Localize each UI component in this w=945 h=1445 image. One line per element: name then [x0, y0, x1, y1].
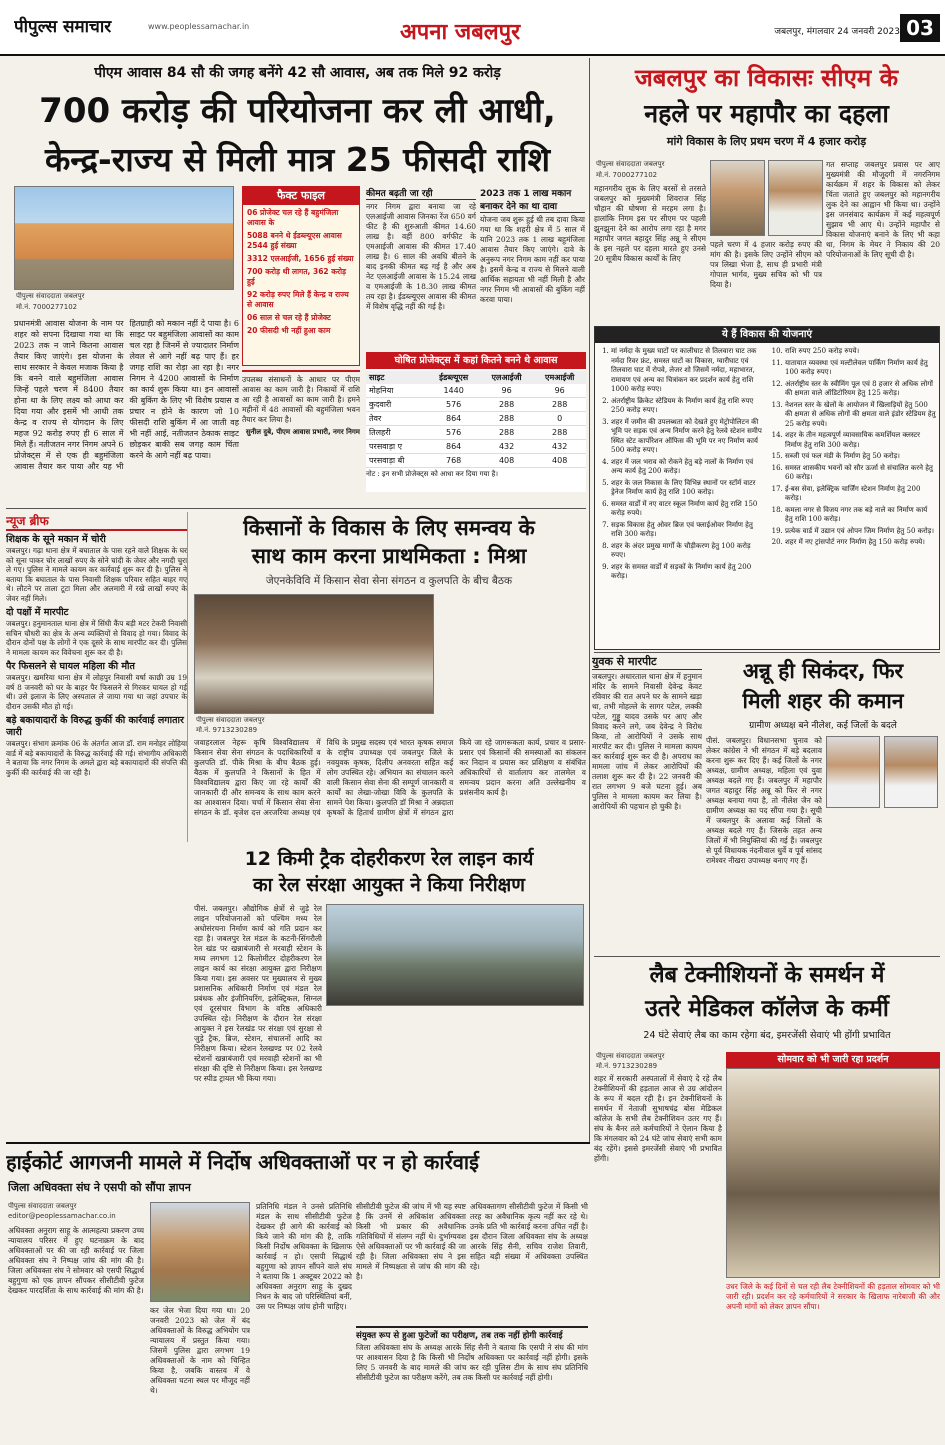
- yuvak-story: [592, 654, 702, 954]
- hc-col-5: कर जेल भेजा दिया गया था। 20 जनवरी 2023 को जेल में बंद अधिवक्ताओं के विरुद्ध अभियोग पत्र न्यायालय में प्रस्तुत किया गया। जिसमें पुलिस द्वारा लगभग 19 अधिवक्ताओं के नाम को चिन्हित किया है, जबकि वास्तव में वे अधिवक्ता घटना स्थल पर मौजूद नहीं थे।: [150, 1306, 250, 1395]
- brief-item: [6, 715, 187, 777]
- factfile-item: 92 करोड़ रुपए मिले हैं केन्द्र व राज्य से आवास: [247, 290, 349, 309]
- lab-headline-1: लैब टेक्नीशियनों के समर्थन में: [649, 963, 885, 988]
- table-row: [366, 412, 586, 426]
- brief-item: [6, 661, 187, 711]
- brief-body: जबलपुर। खमरिया थाना क्षेत्र में लोहपुर निवासी वर्षा काछी उम्र 19 वर्ष 8 जनवरी को घर के बाहर पैर फिसलने से गिरकर घायल हो गई थी। उसे इलाज के लिए अस्पताल ले जाया गया था जहां उपचार के दौरान उसकी मौत हो गई।: [6, 673, 187, 711]
- brief-title: बड़े बकायादारों के विरुद्ध कुर्की की कार्रवाई लगातार जारी: [6, 715, 184, 738]
- table-cell: 288: [480, 412, 534, 426]
- hc-headline: हाईकोर्ट आगजनी मामले में निर्दोष अधिवक्ताओं पर न हो कार्रवाई: [6, 1150, 479, 1174]
- hc-email[interactable]: editor@peoplessamachar.co.in: [8, 1212, 116, 1220]
- table-cell: परसवाड़ा बी: [366, 454, 427, 468]
- news-brief-label: न्यूज ब्रीफ: [6, 512, 187, 531]
- annu-photo: [826, 736, 880, 808]
- scheme-item: 7. सड़क विकास हेतु ओवर ब्रिज एवं फ्लाईओवर निर्माण हेतु राशि 300 करोड़।: [611, 521, 765, 540]
- hc-col-3: सीसीटीवी फुटेज की जांच में भी यह स्पष्ट है कि उनमें से अधिकांश अधिवक्ता किसी भी प्रकार की अवैधानिक गतिविधियों में संलग्न नहीं थे। दुर्भाग्यवश ऐसे अधिवक्ताओं पर भी कार्रवाई की जा रही है। जिला अधिवक्ता संघ ने इस मामले में निष्पक्षता से जांच की मांग की है।: [356, 1202, 466, 1281]
- table-cell: 576: [427, 426, 479, 440]
- yuvak-body: जबलपुर। अधारताल थाना क्षेत्र में हनुमान मंदिर के सामने निवासी देवेन्द्र केवट रविवार की रात अपने घर के सामने खड़ा था, तभी मोहल्ले के सागर पटेल, लक्की पटेल, गुड्डू यादव उसके घर आए और विवाद करने लगे, जब देवेन्द्र ने विरोध किया, तो आरोपियों ने उसके साथ मारपीट कर दी। पुलिस ने मामला कायम कर कार्रवाई शुरू कर दी है। अपराध का मामला जांच में लेकर आरोपियों की तलाश शुरू कर दी है। 22 जनवरी की रात लगभग 9 बजे घटना हुई। अब पुलिस ने मामला कायम कर लिया है। आरोपियों की पहचान हो चुकी है।: [592, 672, 702, 811]
- kisan-headline-1: किसानों के विकास के लिए समन्वय के: [243, 516, 535, 540]
- mayor-photo: [768, 160, 823, 236]
- factfile-item: 06 साल से चल रहे हैं प्रोजेक्ट: [247, 313, 331, 322]
- kisan-headline-2: साथ काम करना प्राथमिकता : मिश्रा: [251, 544, 527, 568]
- schemes-box: [594, 326, 940, 650]
- brief-title: शिक्षक के सूने मकान में चोरी: [6, 534, 106, 545]
- table-row: [366, 426, 586, 440]
- brief-body: जबलपुर। गढ़ा थाना क्षेत्र में बघाताल के पास रहने वाले शिक्षक के घर को सूना पाकर चोर लाखों रुपए के सोने चांदी के जेवर और नगदी चुरा ले गए। पुलिस ने मामले कायम कर कार्रवाई शुरू कर दी है। पुलिस ने बताया कि बघाताल के पास निवासी शिक्षक परिवार सहित बाहर गए थे। लौटने पर ताला टूटा मिला और अलमारी में रखे लाखों रुपए के जेवर नहीं मिले।: [6, 546, 187, 603]
- lab-headline-2: उतरे मेडिकल कॉलेज के कर्मी: [645, 996, 889, 1022]
- lead-body: प्रधानमंत्री आवास योजना के नाम पर शहर को सपना दिखाया गया था कि 2023 तक न जाने कितना आवास तैयार किए जाएंगे। इस योजना के साथ सरकार ने केवल मजाक किया है कि बनने वाले बहुमंजिला आवास जिन्हें पहले चरण में 8400 तैयार होना था के लिए लक्ष्य को आधा कर दिया गया और इसमें भी आधी तक केन्द्र व राज्य से योगदान के लिए महज 92 करोड़ रुपए ही 6 साल में मिले हैं। नतीजतन नगर निगम अपने 6 प्रोजेक्ट्स में से एक ही बहुमंजिला आवास तैयार कर पाया और यह भी हितग्राही को मकान नहीं दे पाया है। 6 साइट पर बहुमंजिला आवासों का काम चल रहा है जिनमें से ज्यादातर निर्माण लेवल से आगे नहीं बढ़ पाए हैं। हर जगह राशि का रोड़ा आ रहा है। नगर निगम ने 4200 आवासों के निर्माण का कार्य शुरू किया था। इन आवासों की बुकिंग के लिए भी विशेष प्रयास व प्रचार न होने के कारण जो 10 फीसदी राशि बुकिंग में आ जाती वह भी नहीं आई, नतीजतन ठेकाक साइट छोड़कर बाकी सब जगह काम चिंता करने के आगे नहीं बढ़ पाया।: [14, 319, 239, 471]
- site-url[interactable]: www.peoplessamachar.in: [148, 22, 250, 31]
- table-cell: 408: [480, 454, 534, 468]
- scheme-item: 13. नेशनल स्तर के खेलों के आयोजन में खिलाड़ियों हेतु 500 की क्षमता से अधिक लोगों की क्षमता वाले इंडोर स्टेडियम हेतु 25 करोड़ रुपये।: [785, 401, 937, 430]
- news-brief-column: [6, 512, 188, 842]
- factfile-list: [243, 205, 359, 342]
- yuvak-title: युवक से मारपीट: [592, 654, 702, 670]
- hc-box-body: जिला अधिवक्ता संघ के अध्यक्ष आरके सिंह सैनी ने बताया कि एसपी ने संघ की मांग पर आश्वासन दिया है कि किसी भी निर्दोष अधिवक्ता पर कार्रवाई नहीं होगी। इसके लिए 5 जनवरी के बाद मामले की जांच कर रही पुलिस टीम के साथ संघ प्रतिनिधि सीसीटीवी फुटेज का परीक्षण करेंगे, तब तक किसी पर कार्रवाई नहीं होगी।: [356, 1343, 588, 1382]
- table-cell: 288: [533, 398, 586, 412]
- hc-sub: जिला अधिवक्ता संघ ने एसपी को सौंपा ज्ञापन: [8, 1181, 191, 1194]
- table-row: [366, 440, 586, 454]
- rail-body: पीसं. जबलपुर। औद्योगिक क्षेत्रों से जुड़े रेल लाइन परियोजनाओं को पश्चिम मध्य रेल अधोसंरचना निर्माण कार्य को गति प्रदान कर रहा है। जबलपुर रेल मंडल के कटनी-सिंगरौली रेल खंड पर खन्नाबंजारी से मरवाही स्टेशन के मध्य लगभग 12 किलोमीटर दोहरीकरण रेल लाइन कार्य का संरक्षा आयुक्त द्वारा निरीक्षण किया गया। इस अवसर पर मुख्यालय से मुख्य प्रशासनिक अधिकारी निर्माण एवं मंडल रेल प्रबंधक और इंजीनियरिंग, इलेक्ट्रिकल, सिग्नल एवं दूरसंचार विभाग के वरिष्ठ अधिकारी उपस्थित रहे। निरीक्षण के दौरान रेल संरक्षा आयुक्त ने इस रेलखंड पर संरक्षा एवं सुरक्षा से जुड़े ट्रैक, ब्रिज, स्टेशन, संचालनों आदि का निरीक्षण किया। स्टेशन रेलखण्ड पर 02 रेलवे स्टेशनों खन्नाबंजारी एवं मरवाही स्टेशनों का भी संरक्षा की दृष्टि से निरीक्षण किया। इस रेलखण्ड पर स्पीड ट्रायल भी किया गया।: [194, 904, 322, 1083]
- quote-attribution: सुनील दुबे, पीएम आवास प्रभारी, नगर निगम: [245, 428, 360, 436]
- scheme-item: 19. प्रत्येक वार्ड में उद्यान एवं ओपन जिम निर्माण हेतु 50 करोड़।: [785, 527, 937, 537]
- price-box-title: कीमत बढ़ती जा रही: [366, 186, 476, 200]
- table-cell: तेवर: [366, 412, 427, 426]
- table-header-row: [366, 371, 586, 384]
- kisan-byline: पीपुल्स संवाददाता जबलपुर: [196, 716, 265, 724]
- brief-body: जबलपुर। संभाग क्रमांक 06 के अंतर्गत आज डॉ. राम मनोहर लोहिया वार्ड में बड़े बकायादारों के विरुद्ध कार्रवाई की गई। संभागीय अधिकारी ने बताया कि नगर निगम के अमले द्वारा बड़े बकायादारों की संपत्ति की कुर्की की कार्रवाई की जा रही है।: [6, 739, 187, 777]
- vikas-sub: मांगे विकास के लिए प्रथम चरण में 4 हजार करोड़: [666, 135, 867, 148]
- table-cell: 0: [533, 412, 586, 426]
- rail-photo: [326, 904, 584, 1006]
- brief-item: [6, 534, 187, 603]
- claim-box: [480, 186, 585, 346]
- divider: [6, 1142, 590, 1144]
- claim-box-title: 2023 तक 1 लाख मकान बनाकर देने का था दावा: [480, 186, 585, 213]
- schemes-title: ये हैं विकास की योजनाएं: [595, 327, 939, 343]
- page-number: 03: [900, 14, 940, 42]
- meeting-photo: [194, 594, 434, 714]
- table-cell: तिलहरी: [366, 426, 427, 440]
- brief-title: पैर फिसलने से घायल महिला की मौत: [6, 661, 135, 672]
- scheme-item: 18. कमला नगर से विजय नगर तक बड़े नाले का निर्माण कार्य हेतु राशि 100 करोड़।: [785, 506, 937, 525]
- vikas-byline: पीपुल्स संवाददाता जबलपुर: [596, 160, 665, 168]
- claim-box-body: योजना जब शुरू हुई थी तब दावा किया गया था कि शहरी क्षेत्र में 5 साल में यानि 2023 तक 1 लाख बहुमंजिला आवास तैयार किए जाएंगे। दावे के अनुरूप नगर निगम काम नहीं कर पाया है। इसमें केन्द्र व राज्य से मिलने वाली आर्थिक सहायता भी नहीं मिली है और नगर निगम भी आवासों की बुकिंग नहीं करवा पाया।: [480, 215, 585, 304]
- nilesh-photo: [884, 736, 938, 808]
- scheme-item: 10. राशि रुपए 250 करोड़ रुपये।: [785, 347, 937, 357]
- rail-headline-1: 12 किमी ट्रैक दोहरीकरण रेल लाइन कार्य: [244, 848, 534, 870]
- table-note: नोट : इन सभी प्रोजेक्ट्स को आधा कर दिया गया है।: [366, 470, 498, 478]
- scheme-item: 8. शहर के अंदर प्रमुख मार्गों के चौड़ीकरण हेतु 100 करोड़ रुपए।: [611, 542, 765, 561]
- vikas-mobile: मो.नं. 7000277102: [596, 171, 658, 179]
- table-cell: 288: [480, 426, 534, 440]
- news-brief-list: [6, 534, 187, 777]
- lab-photo-label: सोमवार को भी जारी रहा प्रदर्शन: [726, 1052, 940, 1068]
- table-row: [366, 384, 586, 398]
- factfile-item: 700 करोड़ थी लागत, 362 करोड़ हुई: [247, 267, 347, 286]
- lead-headline-1: 700 करोड़ की परियोजना कर ली आधी,: [39, 91, 556, 131]
- factfile-title: फैक्ट फाइल: [243, 187, 359, 205]
- table-cell: 288: [533, 426, 586, 440]
- table-cell: 864: [427, 412, 479, 426]
- scheme-item: 2. अंतर्राष्ट्रीय क्रिकेट स्टेडियम के निर्माण कार्य हेतु राशि रुपए 250 करोड़ रुपए।: [611, 397, 765, 416]
- annu-sub: ग्रामीण अध्यक्ष बने नीलेश, कई जिलों के बदले: [749, 721, 897, 731]
- schemes-list-right: [771, 347, 937, 550]
- hc-col-1: अधिवक्ता अनुराग साहू के आत्महत्या प्रकरण उच्च न्यायालय परिसर में हुए घटनाक्रम के बाद अधिवक्ताओं पर की जा रही कार्रवाई पर जिला अधिवक्ता संघ ने निष्पक्ष जांच की मांग की है। जिला अधिवक्ता संघ ने सोमवार को एसपी सिद्धार्थ बहुगुणा को एक ज्ञापन सौंपकर सीसीटीवी फुटेज देखकर पारदर्शिता के साथ कार्रवाई की मांग की है।: [8, 1226, 144, 1295]
- hc-byline: पीपुल्स संवाददाता जबलपुर: [8, 1202, 77, 1210]
- table-cell: 864: [427, 440, 479, 454]
- housing-photo: [14, 186, 234, 290]
- table-cell: 96: [533, 384, 586, 398]
- lead-kicker: पीएम आवास 84 सौ की जगह बनेंगे 42 सौ आवास, अब तक मिले 92 करोड़: [94, 65, 501, 81]
- table-cell: 408: [533, 454, 586, 468]
- scheme-item: 3. शहर में जमीन की उपलब्धता को देखते हुए मेट्रोपोलिटन की भूमि पर सड़क एवं अन्य निर्माण करने हेतु रेलवे स्टेशन समीप स्थित स्टेट कार्पोरेशन ऑफिस की भूमि पर नए निर्माण कार्य 500 करोड़ रुपए।: [611, 418, 765, 456]
- lab-photo-box: [726, 1052, 940, 1442]
- hc-box: [356, 1326, 588, 1440]
- table-cell: 576: [427, 398, 479, 412]
- factfile-item: 3312 एलआईजी, 1656 हुई संख्या: [247, 254, 354, 263]
- table-header: साइट: [369, 373, 385, 382]
- brand-logo: [14, 14, 144, 40]
- price-box: [366, 186, 476, 346]
- masthead: [0, 0, 945, 56]
- table-header: एलआईजी: [491, 373, 522, 382]
- kisan-mobile: मो.नं. 9713230289: [196, 726, 258, 734]
- factfile-box: [242, 186, 360, 366]
- table-cell: 96: [480, 384, 534, 398]
- scheme-item: 20. शहर में नए ट्रांसपोर्ट नगर निर्माण हेतु 150 करोड़ रुपये।: [785, 538, 937, 548]
- factfile-item: 5088 बनने थे ईडब्ल्यूएस आवास 2544 हुई संख्या: [247, 231, 342, 250]
- section-title: अपना जबलपुर: [400, 20, 521, 45]
- schemes-list-left: [599, 347, 765, 584]
- factfile-item: 20 फीसदी भी नहीं हुआ काम: [247, 326, 331, 335]
- rail-headline-2: का रेल संरक्षा आयुक्त ने किया निरीक्षण: [253, 874, 525, 896]
- brand-name: पीपुल्स समाचार: [14, 17, 112, 37]
- protest-photo: [726, 1068, 940, 1278]
- hc-box-title: संयुक्त रूप से हुआ फुटेजों का परीक्षण, तब तक नहीं होगी कार्रवाई: [356, 1331, 563, 1341]
- table-cell: 432: [480, 440, 534, 454]
- kisan-body: जवाहरलाल नेहरू कृषि विश्वविद्यालय में किसान सेवा सेना संगठन के पदाधिकारियों व कुलपति डॉ. पीके मिश्रा के बीच बैठक हुई। बैठक में कुलपति ने किसानों के हित में विश्वविद्यालय द्वारा किए जा रहे कार्यों की जानकारी दी और समन्वय के साथ काम करने का आश्वासन दिया। चर्चा में किसान सेवा सेना संगठन के डॉ. बृजेश दत्त अरजरिया अध्यक्ष एवं विधि के प्रमुख सदस्य एवं भारत कृषक समाज के राष्ट्रीय उपाध्यक्ष एवं जबलपुर जिले के नवयुवक कृषक, दिलीप अनवरता सहित कई लोग उपस्थित रहे। अभियान का संचालन करने वाली किसान सेवा सेना की सम्पूर्ण जानकारी व कार्यों का लेखा-जोखा विवि के कुलपति के सामने पेश किया। कुलपति डॉ मिश्रा ने अन्नदाता कृषकों के हितार्थ ग्रामीण क्षेत्रों में संगठन द्वारा किये जा रहे जागरूकता कार्य, प्रचार व प्रसार-प्रसार एवं किसानों की समस्याओं का संकलन कर निदान व प्रयास कर प्रशिक्षण व संबंधित अधिकारियों से वार्तालाप कर तालमेल व समन्वय प्रदान करना अति उल्लेखनीय व प्रशंसनीय कार्य है।: [194, 738, 586, 817]
- annu-headline-1: अन्नू ही सिकंदर, फिर: [742, 659, 904, 683]
- annu-body-left: पीसं. जबलपुर। विधानसभा चुनाव को लेकर कांग्रेस ने भी संगठन में बड़े बदलाव करना शुरू कर दिए हैं। कई जिलों के नगर अध्यक्ष, ग्रामीण अध्यक्ष, महिला एवं युवा अध्यक्ष बदले गए हैं। जबलपुर में महापौर जगत बहादुर सिंह अन्नू को फिर से नगर अध्यक्ष बनाया गया है, तो नीलेश जैन को ग्रामीण अध्यक्ष का पद सौंपा गया है। सूची में जबलपुर के अलावा कई जिलों के अध्यक्ष बदले गए हैं। जिसके तहत अन्य जिलों में भी नियुक्तियां की गई हैं। जबलपुर से पूर्व विधायक नंदनीवाल धुर्वे व पूर्व सांसद रामेश्वर नीखरा उपाध्यक्ष बनाए गए हैं।: [706, 736, 822, 865]
- brief-item: [6, 607, 187, 657]
- lead-byline: पीपुल्स संवाददाता जबलपुर: [16, 292, 85, 300]
- lab-byline: पीपुल्स संवाददाता जबलपुर: [596, 1052, 665, 1060]
- brief-title: दो पक्षों में मारपीट: [6, 607, 69, 618]
- table-cell: 1440: [427, 384, 479, 398]
- divider: [589, 58, 590, 1142]
- divider: [594, 652, 940, 653]
- lab-mobile: मो.नं. 9713230289: [596, 1062, 658, 1070]
- scheme-item: 12. अंतर्राष्ट्रीय स्तर के स्वीमिंग पूल एवं 8 हजार से अधिक लोगों की क्षमता वाले ऑडिटोरियम हेतु 125 करोड़।: [785, 380, 937, 399]
- vikas-headline: नहले पर महापौर का दहला: [644, 99, 889, 128]
- divider: [6, 508, 586, 509]
- brief-body: जबलपुर। हनुमानताल थाना क्षेत्र में सिंधी कैंप बड़ी मटर टेकरी निवासी सचिन चौधरी का क्षेत्र के अन्य व्यक्तियों से विवाद हो गया। विवाद के दौरान दोनों पक्ष के लोगों ने एक दूसरे के साथ मारपीट कर दी। पुलिस ने मामला कायम कर विवेचना शुरू कर दी है।: [6, 619, 187, 657]
- lab-sub: 24 घंटे सेवाएं लैब का काम रहेगा बंद, इमरजेंसी सेवाएं भी होंगी प्रभावित: [643, 1030, 891, 1041]
- scheme-item: 9. शहर के समस्त वार्डों में सड़कों के निर्माण कार्य हेतु 200 करोड़।: [611, 563, 765, 582]
- price-box-body: नगर निगम द्वारा बनाया जा रहे एलआईजी आवास जिनका रेंज 650 वर्ग फीट है की शुरुआती कीमत 14.60 लाख है। वहीं 800 वर्गफीट के एमआईजी आवास की कीमत 17.40 लाख है। 6 साल की अवधि बीतने के बाद इनकी कीमत बढ़ गई है और अब नेट एलआईजी आवास के 15.24 लाख व एमआईजी के 18.30 लाख कीमत तय रहा है। ईडब्ल्यूएस आवास की कीमत में विशेष वृद्धि नहीं की गई है।: [366, 202, 476, 311]
- kisan-sub: जेएनकेविवि में किसान सेवा सेना संगठन व कुलपति के बीच बैठक: [265, 575, 513, 587]
- housing-table: [366, 371, 586, 468]
- vikas-kicker: जबलपुर का विकासः सीएम के: [634, 64, 899, 92]
- scheme-item: 4. शहर में जल भराव को रोकने हेतु बड़े नालों के निर्माण एवं अन्य कार्य हेतु 200 करोड़।: [611, 458, 765, 477]
- vikas-body-1: महानगरीय लुक के लिए बरसों से तरसते जबलपुर को मुख्यमंत्री शिवराज सिंह चौहान की घोषणा से मरहम लगा है। हालांकि निगम इस पर सीएम पर पहली झुनझुना देने का आरोप लगा रहा है मगर महापौर जगत बहादुर सिंह अन्नू ने सीएम के इस नहले पर दहला मारते हुए उनसे 20 सूत्रीय विकास कार्यों के लिए: [594, 184, 706, 263]
- lab-caption: उधर जिले के कई दिनों से चल रही लैब टेक्नीशियनों की हड़ताल सोमवार को भी जारी रही। प्रदर्शन कर रहे कर्मचारियों ने सरकार के खिलाफ नारेबाजी की और अपनी मांगों को लेकर ज्ञापन सौंपा।: [726, 1282, 940, 1311]
- projects-table: [366, 352, 586, 492]
- vikas-caption: पहले चरण में 4 हजार करोड़ रुपए की मांग की है। इसके लिए उन्होंने सीएम को पत्र लिखा भेजा है, साथ ही प्रभारी मंत्री गोपाल भार्गव, मुख्य सचिव को भी पत्र दिया है।: [710, 240, 822, 289]
- lab-body: शहर में सरकारी अस्पतालों में सेवाएं दे रहे लैब टेक्नीशियनों की हड़ताल आज से उग्र आंदोलन के रूप में बदल रही है। इन टेक्नीशियनों के समर्थन में नेताजी सुभाषचंद्र बोस मेडिकल कॉलेज के सभी लैब टेक्नीशियन उतर गए हैं। संघ के बैनर तले कर्मचारियों ने ऐलान किया है कि मंगलवार को 24 घंटे जांच सेवाएं सभी काम बंद रहेंगे। इससे इमरजेंसी सेवाएं भी प्रभावित होंगी।: [594, 1074, 722, 1163]
- scheme-item: 5. शहर के जल निकास के लिए विभिन्न स्थानों पर स्टॉर्म वाटर ड्रेनेज निर्माण कार्य हेतु राशि 100 करोड़।: [611, 479, 765, 498]
- quote-text: उपलब्ध संसाधनों के आधार पर पीएम आवास का काम जारी है। निकायों में राशि आ रही है आवासों का काम जारी है। हमने महीनों में 48 आवासों की बहुमंजिला भवन तैयार कर लिया है।: [242, 375, 360, 424]
- official-quote: [242, 370, 360, 480]
- scheme-item: 6. समस्त वार्डों में नए वाटर स्कूल निर्माण कार्य हेतु राशि 150 करोड़ रुपये।: [611, 500, 765, 519]
- table-cell: कुदवारी: [366, 398, 427, 412]
- scheme-item: 16. समस्त शासकीय भवनों को सौर ऊर्जा से संचालित करने हेतु 60 करोड़।: [785, 464, 937, 483]
- vikas-body-2: गत सप्ताह जबलपुर प्रवास पर आए मुख्यमंत्री की मौजूदगी में नगरनिगम कार्यक्रम में शहर के विकास को लेकर चिंता जताते हुए जबलपुर को महानगरीय लुक देने का आह्वान भी किया था। उन्होंने इस जनसंवाद कार्यक्रम में कई महत्वपूर्ण सुझाव भी आए थे। उन्होंने महापौर से विकास योजनाएं बनाने के लिए भी कहा था, निगम के मेयर ने निकाय की 20 परियोजनाओं के लिए सूची दी है।: [826, 160, 940, 259]
- table-header: एमआईजी: [545, 373, 575, 382]
- scheme-item: 1. मां नर्मदा के मुख्य घाटों पर कालीघाट से तिलवारा घाट तक नर्मदा रिवर फ्रंट, समस्त घाटों का विकास, ग्वारीघाट एवं तिलवारा घाट में रोपवे, लेजर शो जिसमें नर्मदा, महाभारत, रामायण एवं अन्य का चित्रांकन कर प्रदर्शन कार्य हेतु राशि 1000 करोड़ रुपए।: [611, 347, 765, 395]
- table-row: [366, 454, 586, 468]
- cm-photo: [710, 160, 765, 236]
- factfile-item: 06 प्रोजेक्ट चल रहे हैं बहुमंजिला आवास के: [247, 208, 339, 227]
- table-cell: 768: [427, 454, 479, 468]
- hc-col-2: प्रतिनिधि मंडल ने उनसे प्रतिनिधि मंडल के साथ सीसीटीवी फुटेज देखकर ही आगे की कार्रवाई को किये जाने की मांग की है, ताकि किसी निर्दोष अधिवक्ता के खिलाफ कार्रवाई न हो। एसपी सिद्धार्थ बहुगुणा को ज्ञापन सौंपने वाले संघ ने बताया कि 1 अक्टूबर 2022 को अधिवक्ता अनुराग साहू के दुखद निधन के बाद जो परिस्थितियां बनीं, उस पर निष्पक्ष जांच होनी चाहिए।: [256, 1202, 352, 1311]
- lead-headline-2: केन्द्र-राज्य से मिली मात्र 25 फीसदी राशि: [44, 140, 551, 179]
- highcourt-photo: [150, 1202, 250, 1302]
- table-row: [366, 398, 586, 412]
- lead-mobile: मो.नं. 7000277102: [16, 303, 78, 311]
- scheme-item: 17. ई-बस सेवा, इलेक्ट्रिक चार्जिंग स्टेशन निर्माण हेतु 200 करोड़।: [785, 485, 937, 504]
- scheme-item: 11. यातायात व्यवस्था एवं मल्टीलेवल पार्किंग निर्माण कार्य हेतु 100 करोड़ रुपए।: [785, 359, 937, 378]
- table-title: घोषित प्रोजेक्ट्स में कहां कितने बनने थे आवास: [366, 352, 586, 369]
- table-cell: परसवाड़ा ए: [366, 440, 427, 454]
- scheme-item: 15. सब्जी एवं फल मंडी के निर्माण हेतु 50 करोड़।: [785, 452, 937, 462]
- table-header: ईडब्ल्यूएस: [439, 373, 469, 382]
- table-cell: 288: [480, 398, 534, 412]
- dateline: जबलपुर, मंगलवार 24 जनवरी 2023: [774, 27, 900, 37]
- table-cell: 432: [533, 440, 586, 454]
- annu-headline-2: मिली शहर की कमान: [742, 689, 904, 713]
- table-cell: मोहनिया: [366, 384, 427, 398]
- divider: [594, 956, 940, 957]
- scheme-item: 14. शहर के तीन महत्वपूर्ण व्यावसायिक कमर्शियल क्लस्टर निर्माण हेतु राशि 300 करोड़।: [785, 431, 937, 450]
- hc-col-4: अधिवक्तागण सीसीटीवी फुटेज में किसी भी तरह का अवैधानिक कृत्य नहीं कर रहे थे। उनके प्रति भी कार्रवाई करना उचित नहीं है। इस दौरान जिला अधिवक्ता संघ के अध्यक्ष आरके सिंह सैनी, सचिव राजेश तिवारी, सहित बड़ी संख्या में अधिवक्ता उपस्थित रहे।: [470, 1202, 588, 1271]
